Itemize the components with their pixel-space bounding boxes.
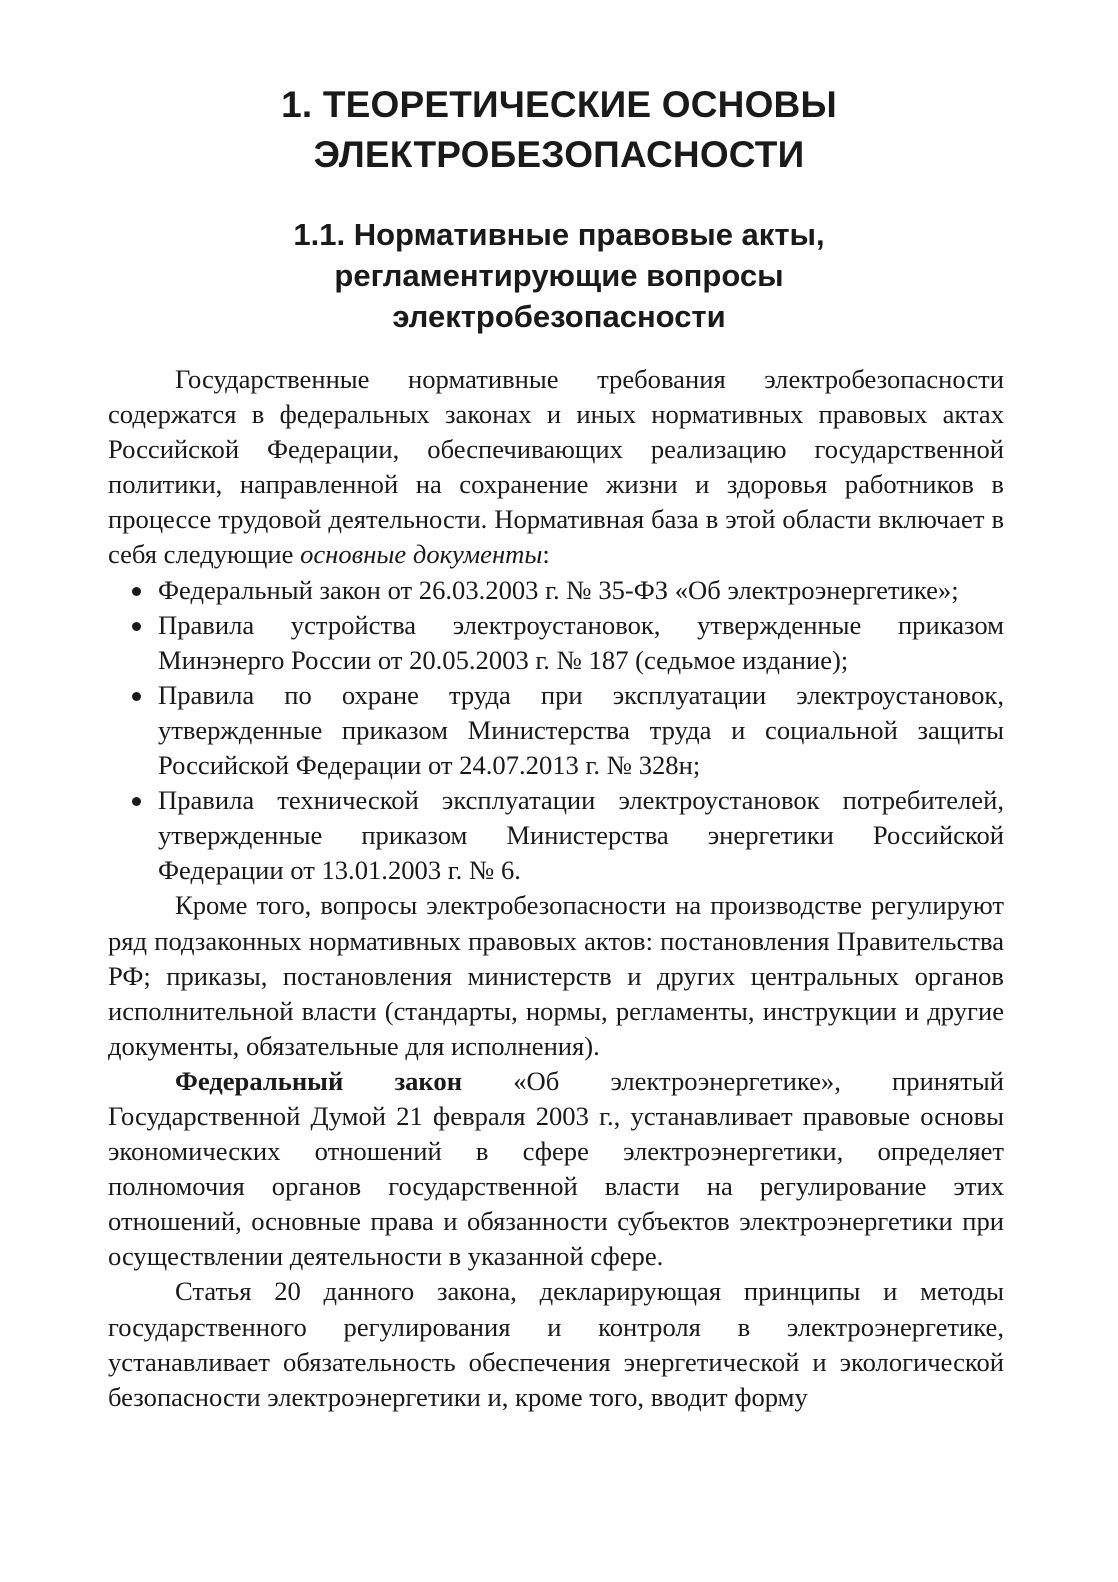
section-title-line: 1.1. Нормативные правовые акты, [293,217,825,252]
paragraph-regulations: Кроме того, вопросы электробезопасности на производстве регулируют ряд подзаконных нормативных правовых актов: постановления Правительства РФ; приказы, постановления министерств и других центральных органов исполнительной власти (стандарты, нормы, регламенты, инструкции и другие документы, обязательные для исполнения). [108,890,1004,1061]
intro-paragraph [108,362,1004,573]
intro-colon: : [542,539,550,570]
list-item [108,608,1004,678]
paragraph-article-20: Статья 20 данного закона, декларирующая принципы и методы государственного регулирования и контроля в электроэнергетике, устанавливает обязательность обеспечения энергетической и экологической безопасности электроэнергетики и, кроме того, вводит форму [108,1276,1004,1412]
list-item [108,783,1004,888]
section-title-line: регламентирующие вопросы [334,258,784,293]
list-item-text: Правила по охране труда при эксплуатации электроустановок, утвержденные приказом Министерства труда и социальной защиты Российской Федерации от 24.07.2013 г. № 328н; [158,679,1004,781]
list-item-text: Правила устройства электроустановок, утвержденные приказом Минэнерго России от 20.05.2003 г. № 187 (седьмое издание); [158,609,1004,675]
federal-law-bold: Федеральный закон [175,1065,463,1096]
bullet-icon [132,797,141,806]
list-item-text: Федеральный закон от 26.03.2003 г. № 35-ФЗ «Об электроэнергетике»; [158,574,959,605]
list-item [108,678,1004,783]
intro-text: Государственные нормативные требования электробезопасности содержатся в федеральных законах и иных нормативных правовых актах Российской Федерации, обеспечивающих реализацию государственной политики, направленной на сохранение жизни и здоровья работников в процессе трудовой деятельности. Нормативная база в этой области включает в себя следующие [108,364,1004,570]
intro-emphasis: основные документы [300,539,543,570]
chapter-title [0,80,1118,180]
section-title-line: электробезопасности [392,299,726,334]
chapter-title-line: ЭЛЕКТРОБЕЗОПАСНОСТИ [313,134,805,175]
bullet-icon [132,622,141,631]
documents-list [108,573,1004,889]
bullet-icon [132,692,141,701]
bullet-icon [132,587,141,596]
chapter-title-line: 1. ТЕОРЕТИЧЕСКИЕ ОСНОВЫ [281,84,837,125]
section-title [0,214,1118,337]
list-item [108,573,1004,608]
federal-law-text: «Об электроэнергетике», принятый Государственной Думой 21 февраля 2003 г., устанавливает правовые основы экономических отношений в сфере электроэнергетики, определяет полномочия органов государственной власти на регулирование этих отношений, основные права и обязанности субъектов электроэнергетики при осуществлении деятельности в указанной сфере. [108,1065,1004,1272]
paragraph-federal-law [108,1064,1004,1275]
body-text [108,362,1004,1415]
list-item-text: Правила технической эксплуатации электроустановок потребителей, утвержденные приказом Министерства энергетики Российской Федерации от 13.01.2003 г. № 6. [158,785,1004,886]
